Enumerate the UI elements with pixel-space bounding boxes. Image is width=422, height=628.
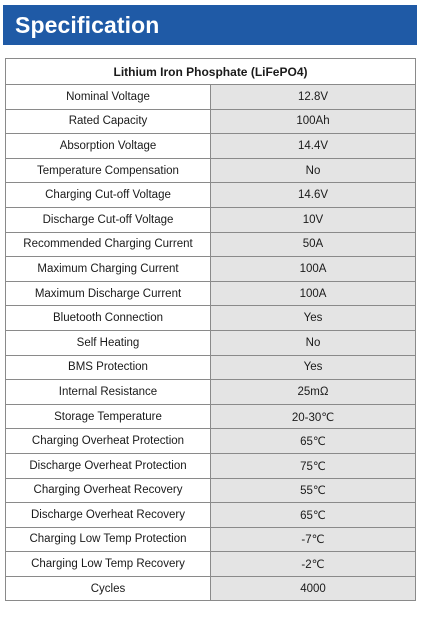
table-row bbox=[6, 330, 416, 355]
table-row bbox=[6, 453, 416, 478]
table-row bbox=[6, 257, 416, 282]
spec-table-body bbox=[6, 85, 416, 601]
spec-value: Yes bbox=[211, 306, 416, 331]
table-row bbox=[6, 404, 416, 429]
spec-parameter: Charging Overheat Recovery bbox=[6, 478, 211, 503]
spec-parameter: Discharge Cut-off Voltage bbox=[6, 207, 211, 232]
spec-value: 10V bbox=[211, 207, 416, 232]
spec-value: -2℃ bbox=[211, 552, 416, 577]
table-row bbox=[6, 85, 416, 110]
table-row bbox=[6, 109, 416, 134]
table-row bbox=[6, 158, 416, 183]
spec-value: No bbox=[211, 158, 416, 183]
spec-value: No bbox=[211, 330, 416, 355]
spec-parameter: Discharge Overheat Recovery bbox=[6, 503, 211, 528]
spec-parameter: Charging Overheat Protection bbox=[6, 429, 211, 454]
table-row bbox=[6, 429, 416, 454]
spec-value: 100Ah bbox=[211, 109, 416, 134]
spec-parameter: Cycles bbox=[6, 576, 211, 601]
spec-parameter: Charging Low Temp Recovery bbox=[6, 552, 211, 577]
spec-parameter: Absorption Voltage bbox=[6, 134, 211, 159]
spec-parameter: Charging Low Temp Protection bbox=[6, 527, 211, 552]
spec-value: 25mΩ bbox=[211, 380, 416, 405]
spec-parameter: Temperature Compensation bbox=[6, 158, 211, 183]
table-row bbox=[6, 183, 416, 208]
table-row bbox=[6, 232, 416, 257]
header-banner bbox=[3, 5, 417, 45]
spec-parameter: Discharge Overheat Protection bbox=[6, 453, 211, 478]
spec-value: -7℃ bbox=[211, 527, 416, 552]
table-header-row bbox=[6, 59, 416, 85]
table-row bbox=[6, 478, 416, 503]
spec-parameter: Bluetooth Connection bbox=[6, 306, 211, 331]
table-row bbox=[6, 281, 416, 306]
spec-value: 12.8V bbox=[211, 85, 416, 110]
table-row bbox=[6, 134, 416, 159]
spec-parameter: Maximum Charging Current bbox=[6, 257, 211, 282]
spec-value: 55℃ bbox=[211, 478, 416, 503]
table-caption: Lithium Iron Phosphate (LiFePO4) bbox=[6, 59, 416, 85]
table-row bbox=[6, 306, 416, 331]
spec-parameter: Recommended Charging Current bbox=[6, 232, 211, 257]
spec-parameter: Rated Capacity bbox=[6, 109, 211, 134]
spec-value: 100A bbox=[211, 281, 416, 306]
table-row bbox=[6, 380, 416, 405]
table-row bbox=[6, 207, 416, 232]
page-title: Specification bbox=[15, 11, 160, 38]
spec-parameter: Maximum Discharge Current bbox=[6, 281, 211, 306]
spec-parameter: Nominal Voltage bbox=[6, 85, 211, 110]
table-row bbox=[6, 503, 416, 528]
spec-parameter: BMS Protection bbox=[6, 355, 211, 380]
spec-value: 14.6V bbox=[211, 183, 416, 208]
spec-value: 65℃ bbox=[211, 503, 416, 528]
spec-value: 14.4V bbox=[211, 134, 416, 159]
spec-value: 75℃ bbox=[211, 453, 416, 478]
table-row bbox=[6, 355, 416, 380]
spec-table bbox=[5, 58, 416, 601]
spec-value: 100A bbox=[211, 257, 416, 282]
spec-value: 4000 bbox=[211, 576, 416, 601]
table-row bbox=[6, 576, 416, 601]
spec-parameter: Charging Cut-off Voltage bbox=[6, 183, 211, 208]
spec-value: 65℃ bbox=[211, 429, 416, 454]
spec-value: 50A bbox=[211, 232, 416, 257]
spec-parameter: Self Heating bbox=[6, 330, 211, 355]
table-row bbox=[6, 552, 416, 577]
spec-parameter: Internal Resistance bbox=[6, 380, 211, 405]
spec-value: Yes bbox=[211, 355, 416, 380]
spec-parameter: Storage Temperature bbox=[6, 404, 211, 429]
spec-value: 20-30℃ bbox=[211, 404, 416, 429]
table-row bbox=[6, 527, 416, 552]
